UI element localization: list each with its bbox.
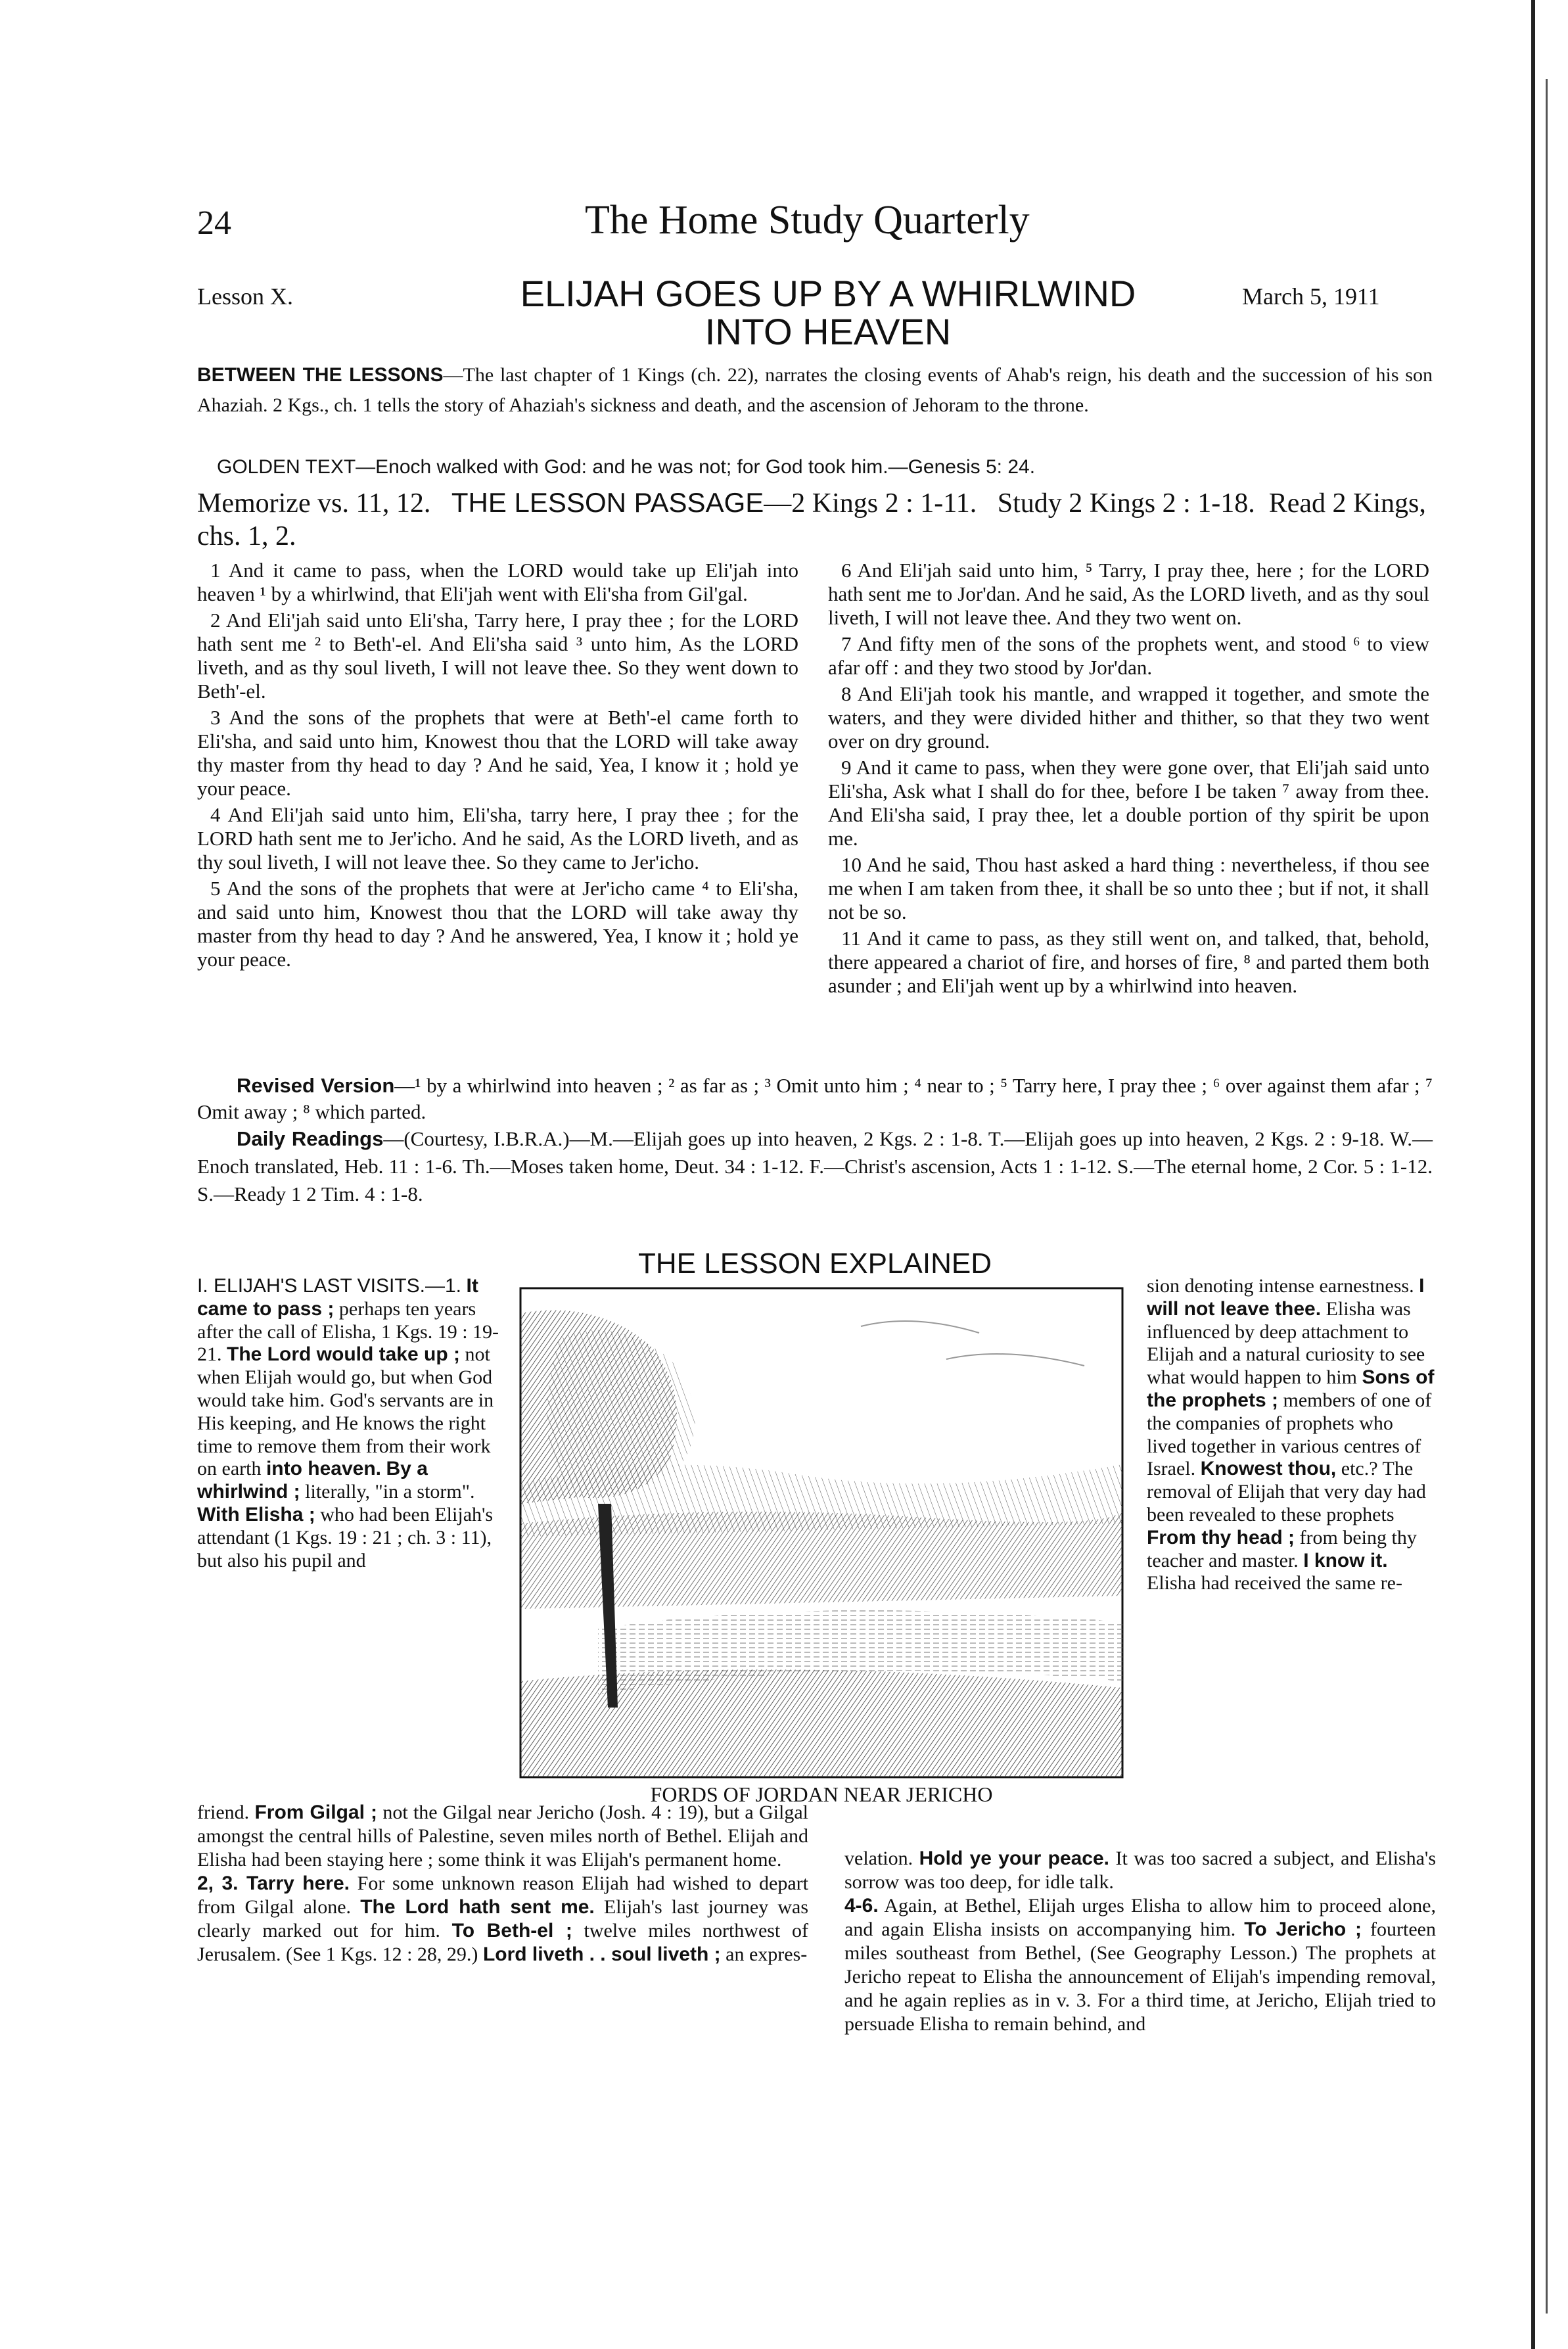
- verse: 6 And Eli'jah said unto him, ⁵ Tarry, I pray thee, here ; for the LORD hath sent me to Jor'dan. And he said, As the LORD liveth, and as thy soul liveth, I will not leave thee. And they two went on.: [828, 559, 1429, 629]
- explanation-text: Again, at Bethel, Elijah urges Elisha to allow him to proceed alone, and again Elisha insists on accompanying him.: [844, 1895, 1436, 1940]
- verse: 7 And fifty men of the sons of the prophets went, and stood ⁶ to view afar off : and they two stood by Jor'dan.: [828, 632, 1429, 679]
- binding-edge-shadow: [1546, 79, 1548, 2314]
- lesson-number: Lesson X.: [197, 283, 293, 310]
- explanation-text: Elisha was influenced by deep attachment to Elijah and a natural curiosity to see what would happen to him: [1147, 1297, 1425, 1389]
- keyword: Lord liveth . . soul liveth ;: [482, 1943, 721, 1965]
- verse: 9 And it came to pass, when they were gone over, that Eli'jah said unto Eli'sha, Ask what I shall do for thee, before I be taken ⁷ away from thee. And Eli'sha said, I pray thee, let a double portion of thy spirit be upon me.: [828, 756, 1429, 850]
- between-the-lessons: [197, 360, 1433, 421]
- section-heading: I. ELIJAH'S LAST VISITS.—1.: [197, 1275, 461, 1297]
- jordan-fords-illustration: [519, 1287, 1124, 1779]
- explanation-text: fourteen miles southeast from Bethel, (See Geography Lesson.) The prophets at Jericho repeat to Elisha the announcement of Elijah's impending removal, and he again replies as in v. 3. For a third time, at Jericho, Elijah tried to persuade Elisha to remain behind, and: [844, 1919, 1436, 2035]
- figure-caption: FORDS OF JORDAN NEAR JERICHO: [650, 1782, 993, 1806]
- keyword: Sons of the prophets ;: [1147, 1366, 1435, 1411]
- binding-edge: [1531, 0, 1535, 2349]
- explanation-text: not the Gilgal near Jericho (Josh. 4 : 19), but a Gilgal amongst the central hills of Palestine, seven miles north of Bethel. Elijah and Elisha had been staying here ; some think it was Elijah's permanent home.: [197, 1802, 809, 1871]
- memorize-verses: Memorize vs. 11, 12.: [197, 488, 431, 519]
- page-number: 24: [197, 204, 231, 242]
- explanation-text: who had been Elijah's attendant (1 Kgs. 19 : 21 ; ch. 3 : 11), but also his pupil and: [197, 1503, 494, 1571]
- passage-column-right: [828, 559, 1429, 1000]
- revised-label: Revised Version: [237, 1074, 395, 1097]
- keyword: It came to pass ;: [197, 1275, 478, 1320]
- passage-ref: —2 Kings 2 : 1-11.: [764, 488, 977, 519]
- explanation-text: velation.: [844, 1848, 913, 1869]
- study-ref: Study 2 Kings 2 : 1-18.: [997, 488, 1255, 519]
- explanation-text: twelve miles northwest of Jerusalem. (See 1 Kgs. 12 : 28, 29.): [197, 1920, 808, 1965]
- daily-readings: [197, 1125, 1433, 1208]
- golden-text: GOLDEN TEXT—Enoch walked with God: and he was not; for God took him.—Genesis 5: 24.: [217, 456, 1036, 478]
- keyword: From thy head ;: [1147, 1526, 1295, 1548]
- daily-label: Daily Readings: [237, 1127, 384, 1150]
- memorize-line: [197, 486, 1433, 553]
- explanation-text: members of one of the companies of prophets who lived together in various centres of Israel.: [1147, 1389, 1432, 1480]
- explanation-text: Elisha had received the same re-: [1147, 1572, 1402, 1594]
- lesson-explained-heading: THE LESSON EXPLAINED: [638, 1247, 992, 1280]
- keyword: Knowest thou,: [1200, 1458, 1337, 1480]
- explanation-text: It was too sacred a subject, and Elisha's sorrow was too deep, for idle talk.: [844, 1848, 1436, 1893]
- lesson-title-line1: ELIJAH GOES UP BY A WHIRLWIND: [520, 273, 1136, 314]
- explanation-text: etc.? The removal of Elijah that very day had been revealed to these prophets: [1147, 1458, 1426, 1525]
- verse: 11 And it came to pass, as they still went on, and talked, that, behold, there appeared a chariot of fire, and horses of fire, ⁸ and parted them both asunder ; and Eli'jah went up by a whirlwind into heaven.: [828, 927, 1429, 997]
- keyword: I will not leave thee.: [1147, 1275, 1425, 1320]
- explained-bottom-left: [197, 1801, 808, 1966]
- explained-bottom-right: [844, 1847, 1436, 2036]
- verse: 2 And Eli'jah said unto Eli'sha, Tarry here, I pray thee ; for the LORD hath sent me ² to Beth'-el. And Eli'sha said ³ unto him, As the LORD liveth, and as thy soul liveth, I will not leave thee. So they went down to Beth'-el.: [197, 609, 798, 703]
- explained-left-column: [197, 1275, 499, 1572]
- landscape-engraving: [519, 1287, 1124, 1779]
- explanation-text: not when Elijah would go, but when God would take him. God's servants are in His keeping, and He knows the right time to remove them from their work on earth: [197, 1343, 494, 1480]
- explanation-text: For some unknown reason Elijah had wished to depart from Gilgal alone.: [197, 1872, 808, 1918]
- lesson-passage: [197, 559, 1433, 1071]
- explanation-text: from being thy teacher and master.: [1147, 1526, 1417, 1571]
- keyword: 2, 3. Tarry here.: [197, 1872, 350, 1894]
- keyword: To Jericho ;: [1244, 1919, 1362, 1940]
- keyword: From Gilgal ;: [254, 1802, 378, 1823]
- read-ref: Read 2 Kings, chs. 1, 2.: [197, 488, 1426, 551]
- verse: 4 And Eli'jah said unto him, Eli'sha, tarry here, I pray thee ; for the LORD hath sent me to Jer'icho. And he said, As the LORD liveth, and as thy soul liveth, I will not leave thee. So they came to Jer'icho.: [197, 803, 798, 873]
- passage-column-left: [197, 559, 798, 974]
- verse: 3 And the sons of the prophets that were at Beth'-el came forth to Eli'sha, and said unto him, Knowest thou that the LORD will take away thy master from thy head to day ? And he said, Yea, I know it ; hold ye your peace.: [197, 706, 798, 800]
- lesson-title-line2: INTO HEAVEN: [704, 311, 952, 352]
- verse: 1 And it came to pass, when the LORD would take up Eli'jah into heaven ¹ by a whirlwind, that Eli'jah went with Eli'sha from Gil'gal.: [197, 559, 798, 605]
- lesson-title: [427, 275, 1229, 351]
- keyword: The Lord hath sent me.: [360, 1896, 595, 1918]
- keyword: The Lord would take up ;: [227, 1343, 460, 1366]
- running-head: [197, 197, 1433, 256]
- verse: 5 And the sons of the prophets that were at Jer'icho came ⁴ to Eli'sha, and said unto him, Knowest thou that the LORD will take away thy master from thy head to day ? And he answered, Yea, I know it ; hold ye your peace.: [197, 877, 798, 971]
- explanation-text: friend.: [197, 1802, 250, 1823]
- between-text: —The last chapter of 1 Kings (ch. 22), narrates the closing events of Ahab's reign, his death and the succession of his son Ahaziah. 2 Kgs., ch. 1 tells the story of Ahaziah's sickness and death, and the ascension of Jehoram to the throne.: [197, 364, 1433, 416]
- between-label: BETWEEN THE LESSONS: [197, 364, 444, 386]
- explanation-text: Elijah's last journey was clearly marked out for him.: [197, 1896, 808, 1942]
- keyword: I know it.: [1303, 1549, 1388, 1571]
- explanation-text: literally, "in a storm".: [300, 1481, 475, 1503]
- explanation-text: an expres-: [720, 1943, 808, 1965]
- verse: 10 And he said, Thou hast asked a hard thing : nevertheless, if thou see me when I am taken from thee, it shall be so unto thee ; but if not, it shall not be so.: [828, 853, 1429, 923]
- keyword: With Elisha ;: [197, 1503, 315, 1525]
- lesson-date: March 5, 1911: [1242, 283, 1380, 310]
- explained-right-column: [1147, 1275, 1436, 1595]
- journal-title: The Home Study Quarterly: [585, 198, 1030, 243]
- keyword: into heaven.: [265, 1458, 382, 1480]
- explanation-text: sion denoting intense earnestness.: [1147, 1275, 1414, 1297]
- keyword: 4-6.: [844, 1895, 879, 1917]
- passage-label: THE LESSON PASSAGE: [451, 487, 764, 518]
- keyword: To Beth-el ;: [451, 1920, 572, 1942]
- verse: 8 And Eli'jah took his mantle, and wrapped it together, and smote the waters, and they were divided hither and thither, so that they two went over on dry ground.: [828, 682, 1429, 753]
- revised-text: —¹ by a whirlwind into heaven ; ² as far as ; ³ Omit unto him ; ⁴ near to ; ⁵ Tarry here, I pray thee ; ⁶ over against them afar ; ⁷ Omit away ; ⁸ which parted.: [197, 1074, 1433, 1123]
- keyword: Hold ye your peace.: [919, 1848, 1110, 1869]
- explanation-text: perhaps ten years after the call of Elisha, 1 Kgs. 19 : 19-21.: [197, 1297, 499, 1366]
- keyword: By a whirlwind ;: [197, 1458, 428, 1503]
- daily-text: —(Courtesy, I.B.R.A.)—M.—Elijah goes up into heaven, 2 Kgs. 2 : 1-8. T.—Elijah goes up into heaven, 2 Kgs. 2 : 9-18. W.—Enoch translated, Heb. 11 : 1-6. Th.—Moses taken home, Deut. 34 : 1-12. F.—Christ's ascension, Acts 1 : 1-12. S.—The eternal home, 2 Cor. 5 : 1-12. S.—Ready 1 2 Tim. 4 : 1-8.: [197, 1127, 1433, 1205]
- revised-version: [197, 1073, 1433, 1125]
